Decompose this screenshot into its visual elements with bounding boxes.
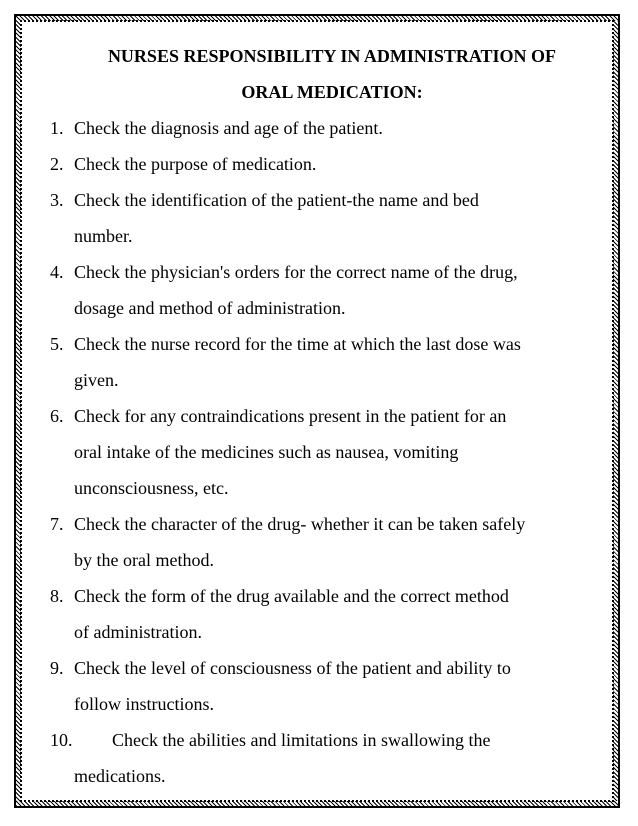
item-text: Check the form of the drug available and the correct method bbox=[74, 586, 509, 606]
item-number: 8. bbox=[50, 586, 64, 606]
list-item-7 bbox=[50, 506, 610, 578]
list-item-3 bbox=[50, 182, 610, 254]
title-line-2: ORAL MEDICATION: bbox=[241, 82, 423, 102]
item-text-continued: given. bbox=[74, 370, 119, 390]
list-item-4 bbox=[50, 254, 610, 326]
item-number: 2. bbox=[50, 154, 64, 174]
list-item-9 bbox=[50, 650, 610, 722]
item-number: 10. bbox=[50, 730, 73, 750]
list-item-6 bbox=[50, 398, 610, 506]
item-number: 9. bbox=[50, 658, 64, 678]
item-text: Check the identification of the patient-the name and bed bbox=[74, 190, 479, 210]
item-text: Check the nurse record for the time at which the last dose was bbox=[74, 334, 521, 354]
list-item-10 bbox=[50, 722, 610, 794]
list-item-8 bbox=[50, 578, 610, 650]
responsibility-list bbox=[50, 110, 610, 794]
item-text-continued: medications. bbox=[74, 766, 166, 786]
item-text: Check for any contraindications present in the patient for an bbox=[74, 406, 507, 426]
item-number: 6. bbox=[50, 406, 64, 426]
item-text-continued: number. bbox=[74, 226, 133, 246]
list-item-5 bbox=[50, 326, 610, 398]
item-number: 5. bbox=[50, 334, 64, 354]
item-text-continued: follow instructions. bbox=[74, 694, 214, 714]
item-text-continued: dosage and method of administration. bbox=[74, 298, 346, 318]
item-text: Check the character of the drug- whether it can be taken safely bbox=[74, 514, 526, 534]
item-text: Check the abilities and limitations in swallowing the bbox=[112, 730, 491, 750]
item-text-continued: oral intake of the medicines such as nausea, vomiting bbox=[74, 442, 459, 462]
item-number: 1. bbox=[50, 118, 64, 138]
document-title bbox=[50, 38, 610, 110]
document-body bbox=[50, 38, 610, 794]
title-line-1: NURSES RESPONSIBILITY IN ADMINISTRATION OF bbox=[107, 46, 557, 66]
list-item-1 bbox=[50, 110, 610, 146]
item-number: 7. bbox=[50, 514, 64, 534]
item-number: 3. bbox=[50, 190, 64, 210]
item-text-continued: unconsciousness, etc. bbox=[74, 478, 229, 498]
list-item-2 bbox=[50, 146, 610, 182]
item-text: Check the physician's orders for the correct name of the drug, bbox=[74, 262, 518, 282]
item-text: Check the level of consciousness of the patient and ability to bbox=[74, 658, 511, 678]
item-text-continued: of administration. bbox=[74, 622, 202, 642]
item-text: Check the purpose of medication. bbox=[74, 154, 317, 174]
item-text: Check the diagnosis and age of the patient. bbox=[74, 118, 383, 138]
item-text-continued: by the oral method. bbox=[74, 550, 214, 570]
item-number: 4. bbox=[50, 262, 64, 282]
